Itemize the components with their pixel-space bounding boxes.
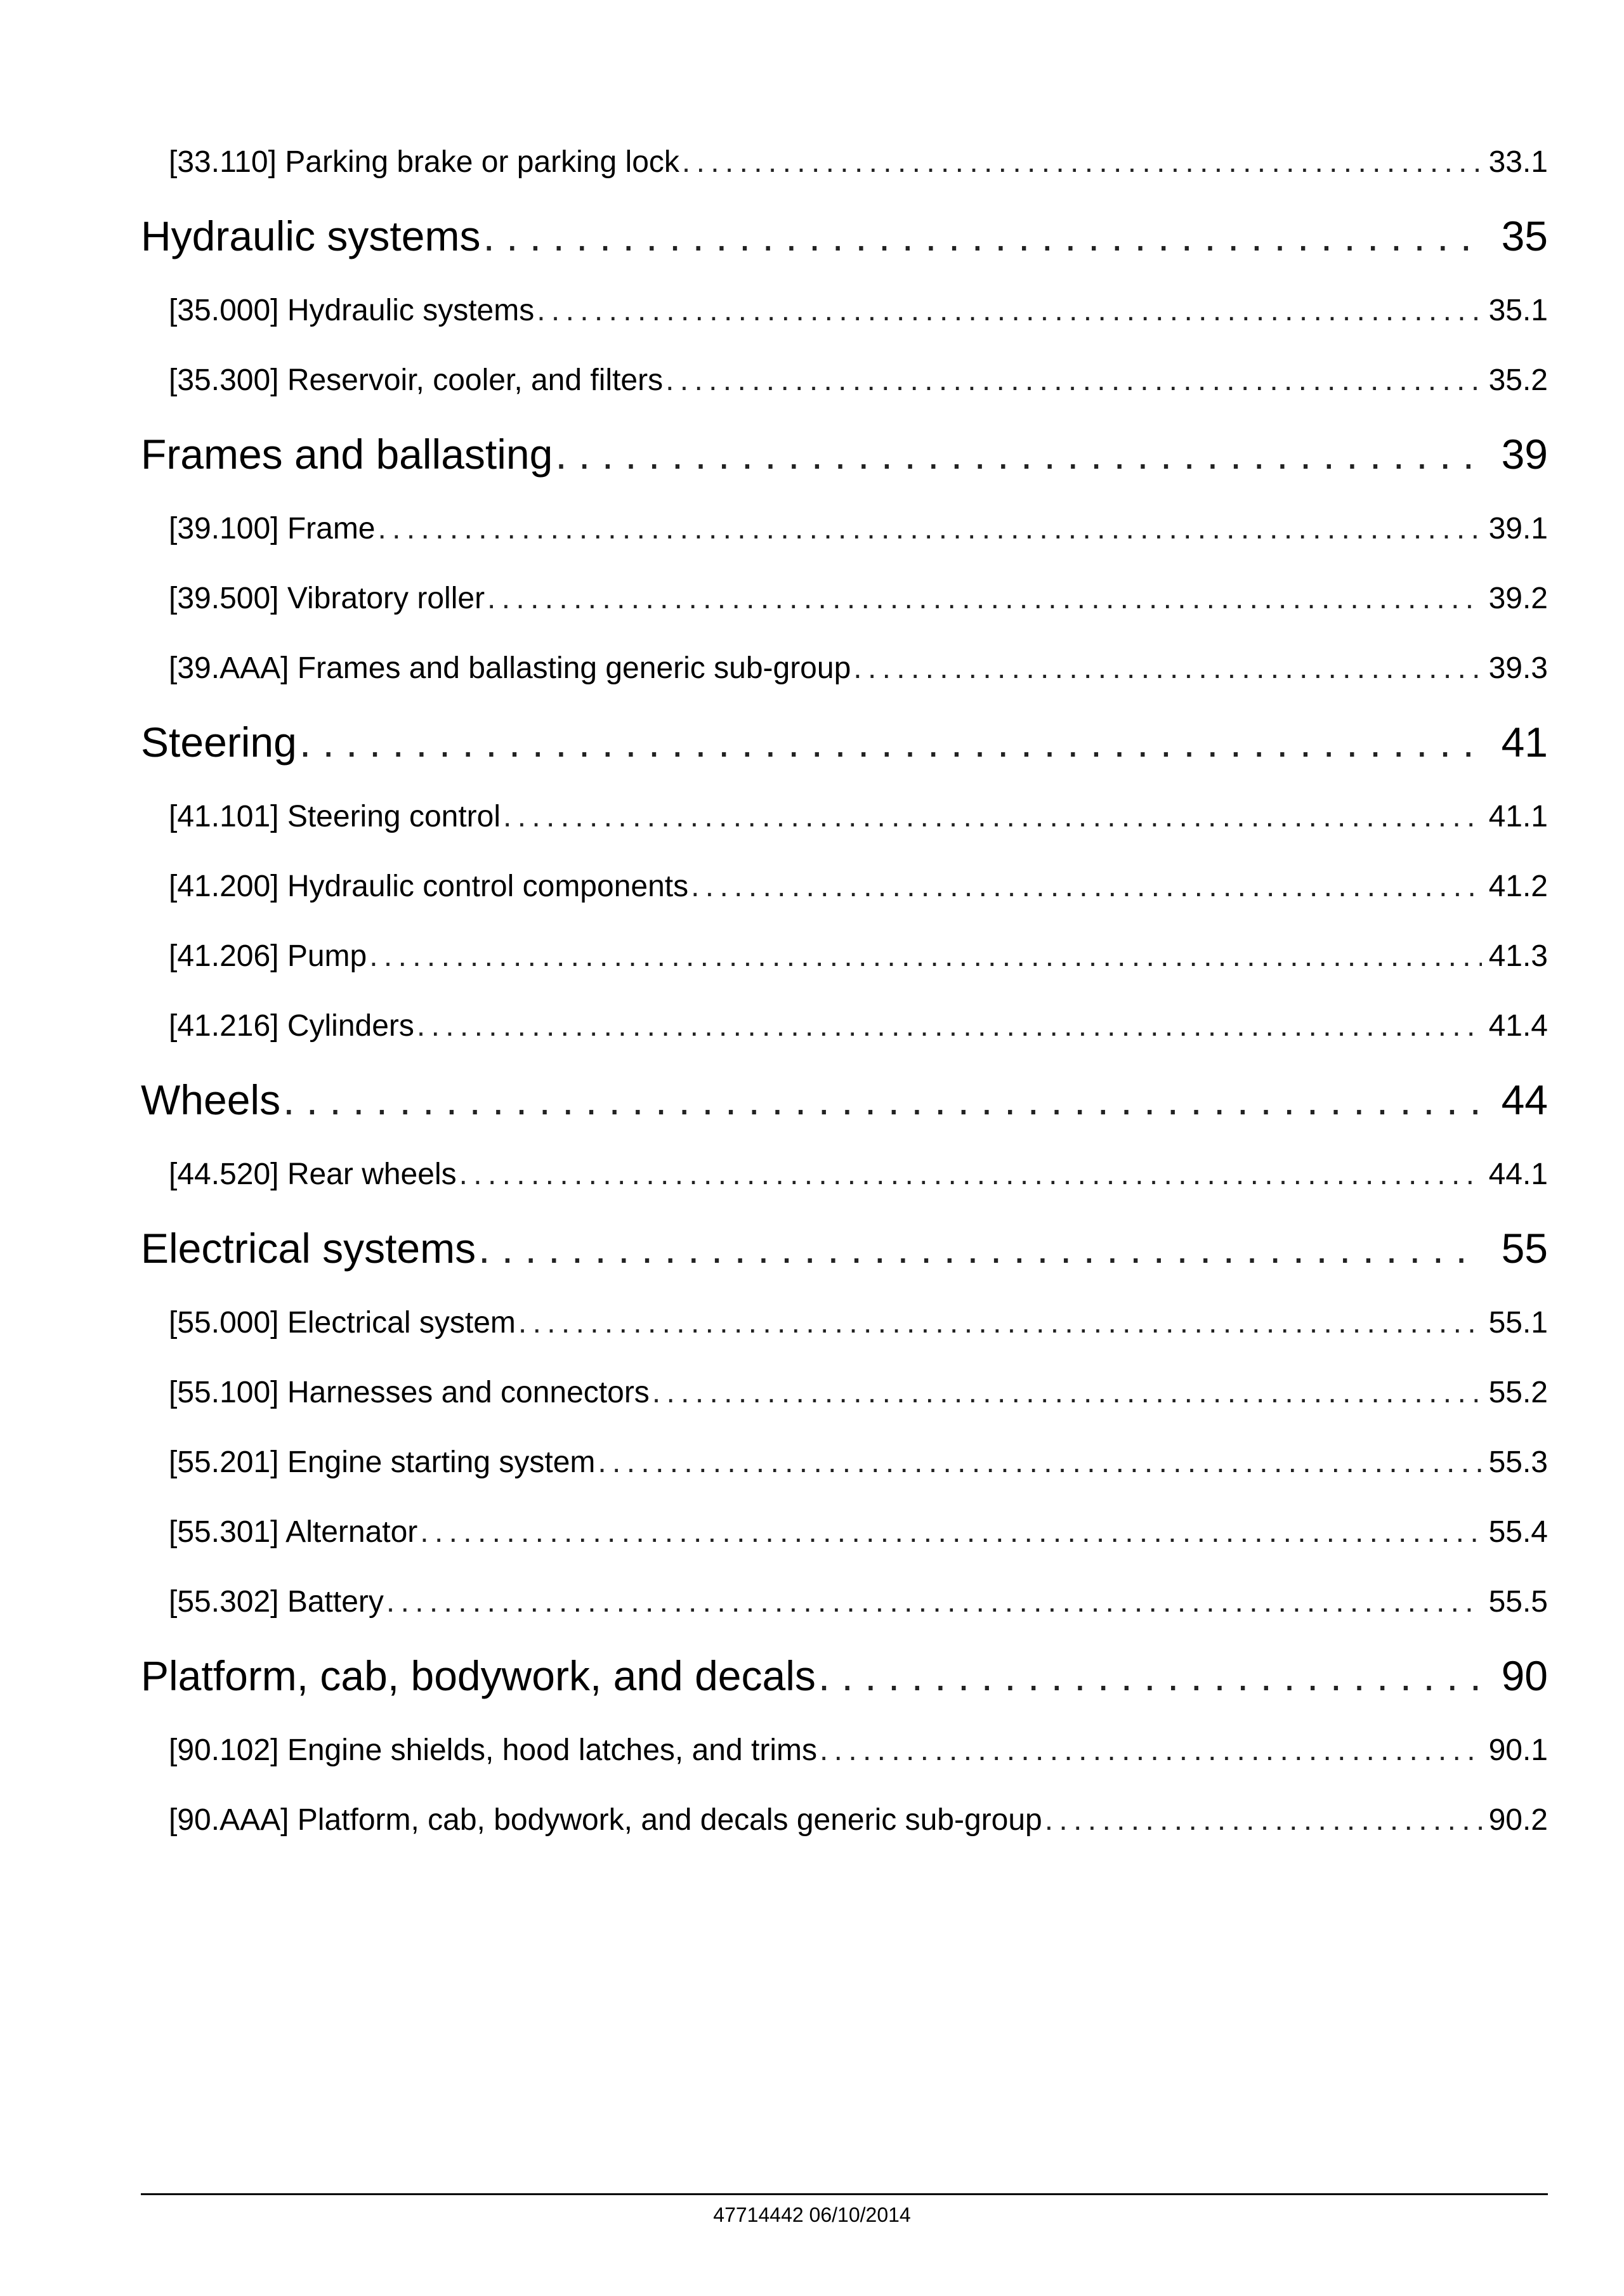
toc-dot-leader [682, 145, 1482, 179]
toc-page-number: 55 [1501, 1225, 1548, 1272]
toc-page-number: 35 [1501, 212, 1548, 259]
toc-subsection-entry[interactable] [141, 275, 1548, 345]
footer-divider [141, 2193, 1548, 2195]
toc-dot-leader [386, 1584, 1482, 1619]
toc-dot-leader [487, 581, 1482, 616]
toc-page-number: 39.1 [1488, 511, 1548, 545]
toc-entry-title: [39.AAA] Frames and ballasting generic sub-group [169, 651, 851, 685]
toc-page-number: 41.2 [1488, 869, 1548, 903]
toc-entry-title: [41.200] Hydraulic control components [169, 869, 689, 903]
toc-entry-title: Platform, cab, bodywork, and decals [141, 1652, 816, 1699]
toc-page-number: 90.1 [1488, 1733, 1548, 1767]
toc-page-number: 35.2 [1488, 363, 1548, 397]
toc-page-number: 44.1 [1488, 1157, 1548, 1191]
toc-subsection-entry[interactable] [141, 1288, 1548, 1357]
toc-dot-leader [818, 1652, 1482, 1700]
toc-entry-title: [90.102] Engine shields, hood latches, and trims [169, 1733, 817, 1767]
toc-page-number: 39.2 [1488, 581, 1548, 615]
toc-dot-leader [820, 1733, 1482, 1768]
toc-subsection-entry[interactable] [141, 493, 1548, 563]
toc-entry-title: [90.AAA] Platform, cab, bodywork, and decals generic sub-group [169, 1803, 1042, 1837]
toc-page-number: 90.2 [1488, 1803, 1548, 1837]
toc-page-number: 44 [1501, 1076, 1548, 1123]
toc-dot-leader [503, 799, 1482, 834]
toc-dot-leader [665, 363, 1482, 398]
toc-dot-leader [378, 511, 1483, 546]
toc-section-entry[interactable] [141, 1636, 1548, 1715]
toc-dot-leader [417, 1008, 1482, 1043]
toc-entry-title: Hydraulic systems [141, 212, 481, 259]
toc-page-number: 41.3 [1488, 939, 1548, 973]
toc-entry-title: [39.100] Frame [169, 511, 376, 545]
toc-entry-title: [55.301] Alternator [169, 1515, 418, 1549]
toc-entry-title: [55.302] Battery [169, 1584, 384, 1619]
toc-page-number: 39 [1501, 431, 1548, 478]
toc-dot-leader [518, 1305, 1482, 1340]
toc-subsection-entry[interactable] [141, 345, 1548, 415]
toc-subsection-entry[interactable] [141, 781, 1548, 851]
toc-entry-title: [55.000] Electrical system [169, 1305, 516, 1340]
toc-subsection-entry[interactable] [141, 1497, 1548, 1567]
toc-page-number: 55.3 [1488, 1445, 1548, 1479]
toc-subsection-entry[interactable] [141, 127, 1548, 197]
toc-page-number: 35.1 [1488, 293, 1548, 327]
toc-dot-leader [1045, 1803, 1482, 1837]
toc-entry-title: Steering [141, 719, 297, 766]
toc-dot-leader [478, 1224, 1482, 1272]
toc-entry-title: [44.520] Rear wheels [169, 1157, 457, 1191]
toc-page-number: 55.5 [1488, 1584, 1548, 1619]
toc-section-entry[interactable] [141, 703, 1548, 781]
toc-dot-leader [483, 212, 1482, 260]
toc-dot-leader [299, 718, 1482, 766]
toc-entry-title: [35.300] Reservoir, cooler, and filters [169, 363, 664, 397]
toc-page-number: 55.4 [1488, 1515, 1548, 1549]
toc-dot-leader [853, 651, 1482, 686]
toc-dot-leader [598, 1445, 1482, 1480]
toc-entry-title: Electrical systems [141, 1225, 476, 1272]
toc-section-entry[interactable] [141, 1209, 1548, 1288]
toc-subsection-entry[interactable] [141, 991, 1548, 1060]
toc-entry-title: [33.110] Parking brake or parking lock [169, 145, 679, 179]
toc-subsection-entry[interactable] [141, 851, 1548, 921]
toc-dot-leader [537, 293, 1482, 328]
toc-entry-title: [39.500] Vibratory roller [169, 581, 485, 615]
toc-section-entry[interactable] [141, 197, 1548, 275]
toc-dot-leader [283, 1076, 1482, 1124]
toc-subsection-entry[interactable] [141, 921, 1548, 991]
toc-section-entry[interactable] [141, 1060, 1548, 1139]
toc-subsection-entry[interactable] [141, 1427, 1548, 1497]
toc-dot-leader [369, 939, 1482, 974]
toc-entry-title: [35.000] Hydraulic systems [169, 293, 535, 327]
toc-subsection-entry[interactable] [141, 633, 1548, 703]
toc-subsection-entry[interactable] [141, 1785, 1548, 1855]
toc-entry-title: [55.100] Harnesses and connectors [169, 1375, 650, 1409]
toc-subsection-entry[interactable] [141, 1357, 1548, 1427]
toc-page-number: 41.4 [1488, 1008, 1548, 1043]
toc-entry-title: Wheels [141, 1076, 281, 1123]
toc-dot-leader [555, 430, 1482, 478]
toc-dot-leader [652, 1375, 1482, 1410]
toc-page-number: 33.1 [1488, 145, 1548, 179]
toc-section-entry[interactable] [141, 415, 1548, 493]
toc-dot-leader [691, 869, 1482, 904]
toc-page-number: 55.1 [1488, 1305, 1548, 1340]
toc-subsection-entry[interactable] [141, 1139, 1548, 1209]
toc-subsection-entry[interactable] [141, 1715, 1548, 1785]
toc-page-number: 90 [1501, 1652, 1548, 1699]
toc-page-number: 41.1 [1488, 799, 1548, 833]
toc-page-number: 41 [1501, 719, 1548, 766]
table-of-contents [141, 127, 1548, 1855]
toc-page-number: 55.2 [1488, 1375, 1548, 1409]
toc-subsection-entry[interactable] [141, 1567, 1548, 1636]
toc-entry-title: [41.101] Steering control [169, 799, 501, 833]
toc-subsection-entry[interactable] [141, 563, 1548, 633]
toc-entry-title: [41.206] Pump [169, 939, 367, 973]
footer-document-id: 47714442 06/10/2014 [713, 2203, 911, 2226]
toc-dot-leader [459, 1157, 1482, 1192]
toc-entry-title: [55.201] Engine starting system [169, 1445, 596, 1479]
toc-entry-title: Frames and ballasting [141, 431, 553, 478]
toc-entry-title: [41.216] Cylinders [169, 1008, 414, 1043]
toc-page-number: 39.3 [1488, 651, 1548, 685]
toc-dot-leader [420, 1515, 1482, 1549]
